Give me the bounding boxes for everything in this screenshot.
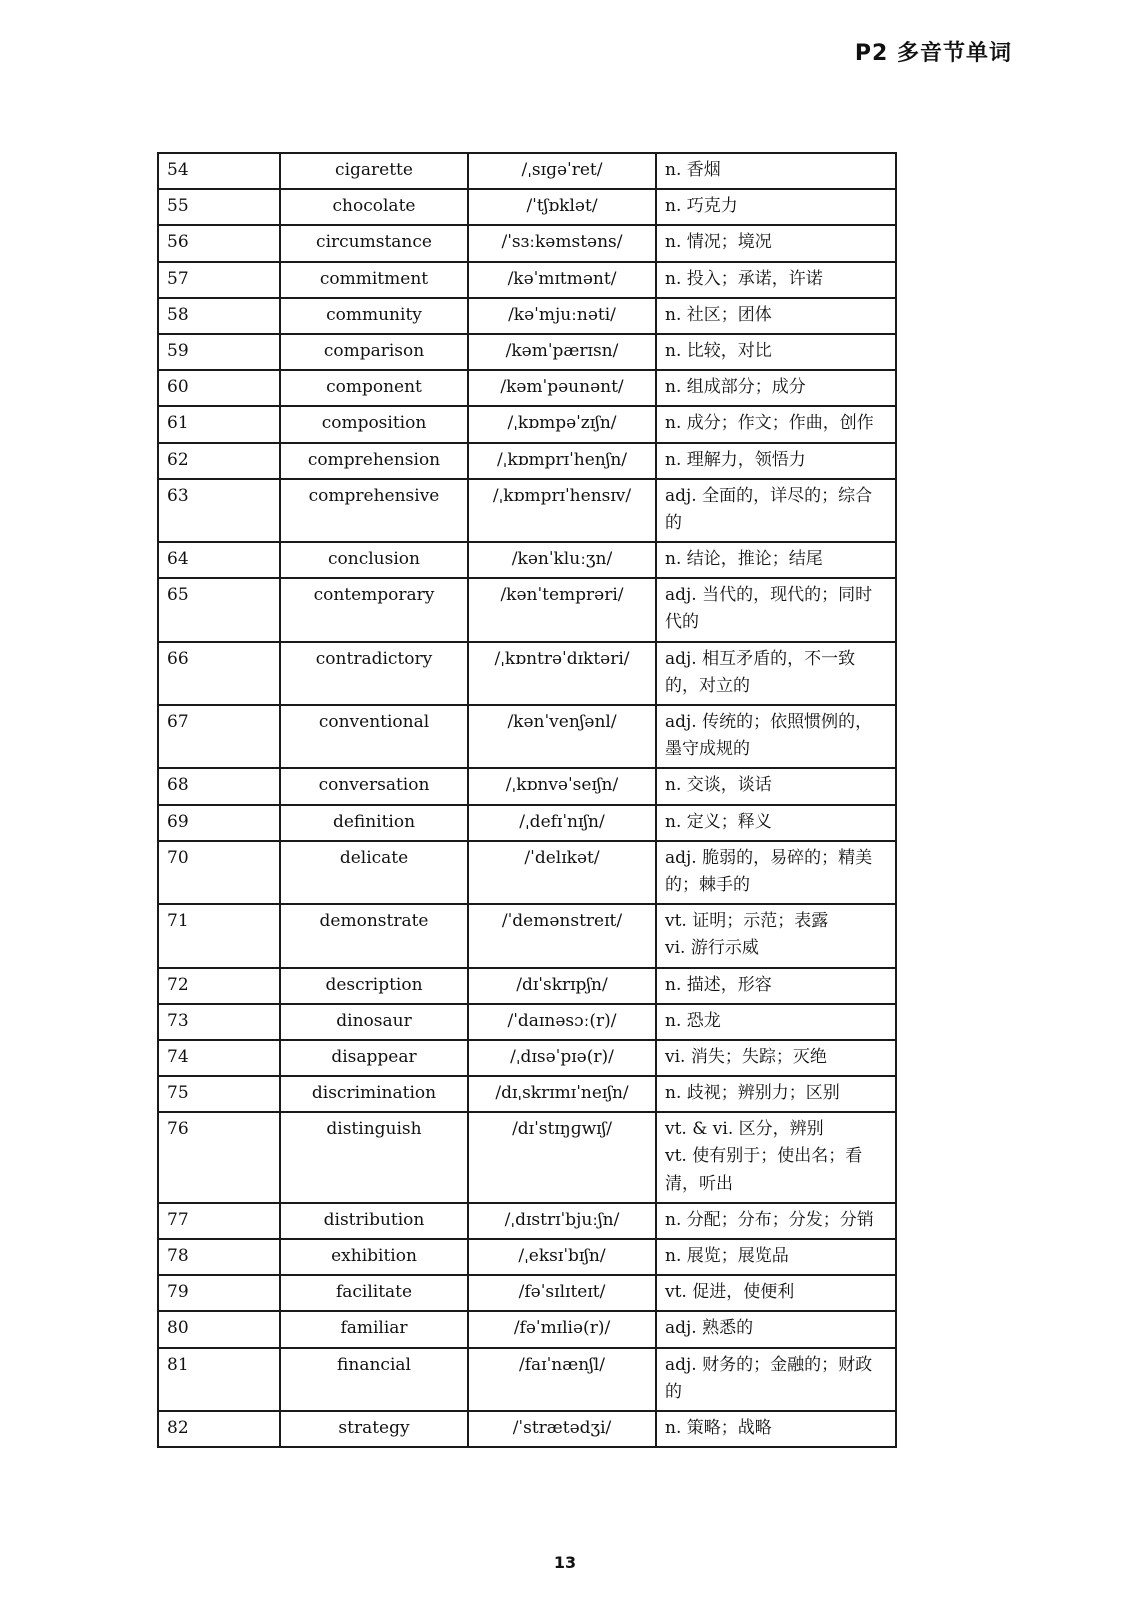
vocab-row — [158, 578, 896, 641]
word-text: distinguish — [280, 1112, 468, 1203]
word-phonetic: /kəmˈpəunənt/ — [468, 370, 656, 406]
vocab-row — [158, 443, 896, 479]
word-text: delicate — [280, 841, 468, 904]
word-phonetic: /ˌdefɪˈnɪʃn/ — [468, 805, 656, 841]
word-number: 55 — [158, 189, 280, 225]
word-phonetic: /kənˈvenʃənl/ — [468, 705, 656, 768]
vocab-row — [158, 841, 896, 904]
vocab-row — [158, 1275, 896, 1311]
word-text: demonstrate — [280, 904, 468, 967]
word-definition: adj. 当代的，现代的；同时代的 — [656, 578, 896, 641]
word-text: definition — [280, 805, 468, 841]
word-definition: adj. 财务的；金融的；财政的 — [656, 1348, 896, 1411]
word-text: contradictory — [280, 642, 468, 705]
word-phonetic: /ˈsɜːkəmstəns/ — [468, 225, 656, 261]
word-phonetic: /ˌkɒnvəˈseɪʃn/ — [468, 768, 656, 804]
vocab-row — [158, 1076, 896, 1112]
word-number: 73 — [158, 1004, 280, 1040]
vocab-row — [158, 406, 896, 442]
word-text: community — [280, 298, 468, 334]
word-phonetic: /kəˈmɪtmənt/ — [468, 262, 656, 298]
word-text: financial — [280, 1348, 468, 1411]
word-phonetic: /dɪˈstɪŋɡwɪʃ/ — [468, 1112, 656, 1203]
vocab-row — [158, 262, 896, 298]
word-number: 66 — [158, 642, 280, 705]
vocab-row — [158, 542, 896, 578]
word-number: 63 — [158, 479, 280, 542]
word-phonetic: /ˈstrætədʒi/ — [468, 1411, 656, 1447]
vocab-row — [158, 479, 896, 542]
word-phonetic: /ˌdɪstrɪˈbjuːʃn/ — [468, 1203, 656, 1239]
word-number: 59 — [158, 334, 280, 370]
word-text: conversation — [280, 768, 468, 804]
word-phonetic: /ˈdelɪkət/ — [468, 841, 656, 904]
word-text: cigarette — [280, 153, 468, 189]
word-definition: n. 投入；承诺，许诺 — [656, 262, 896, 298]
word-definition: n. 恐龙 — [656, 1004, 896, 1040]
word-number: 80 — [158, 1311, 280, 1347]
word-definition: n. 展览；展览品 — [656, 1239, 896, 1275]
vocab-row — [158, 225, 896, 261]
word-number: 70 — [158, 841, 280, 904]
vocab-row — [158, 334, 896, 370]
word-definition: n. 香烟 — [656, 153, 896, 189]
vocab-row — [158, 1203, 896, 1239]
vocab-row — [158, 1311, 896, 1347]
word-phonetic: /ˌeksɪˈbɪʃn/ — [468, 1239, 656, 1275]
word-phonetic: /fəˈsɪlɪteɪt/ — [468, 1275, 656, 1311]
word-phonetic: /kəˈmjuːnəti/ — [468, 298, 656, 334]
word-text: component — [280, 370, 468, 406]
page-header-title: P2 多音节单词 — [854, 41, 1012, 66]
vocab-row — [158, 1411, 896, 1447]
word-definition: n. 巧克力 — [656, 189, 896, 225]
word-number: 56 — [158, 225, 280, 261]
vocab-row — [158, 189, 896, 225]
word-number: 75 — [158, 1076, 280, 1112]
word-definition: adj. 脆弱的，易碎的；精美的；棘手的 — [656, 841, 896, 904]
vocab-row — [158, 968, 896, 1004]
word-definition: n. 成分；作文；作曲，创作 — [656, 406, 896, 442]
word-definition: adj. 全面的，详尽的；综合的 — [656, 479, 896, 542]
vocab-row — [158, 705, 896, 768]
word-number: 78 — [158, 1239, 280, 1275]
word-definition: n. 歧视；辨别力；区别 — [656, 1076, 896, 1112]
word-definition: n. 情况；境况 — [656, 225, 896, 261]
vocab-row — [158, 370, 896, 406]
word-text: contemporary — [280, 578, 468, 641]
word-definition: adj. 相互矛盾的，不一致的，对立的 — [656, 642, 896, 705]
word-definition: vt. 促进，使便利 — [656, 1275, 896, 1311]
vocab-row — [158, 298, 896, 334]
word-text: strategy — [280, 1411, 468, 1447]
word-phonetic: /kənˈkluːʒn/ — [468, 542, 656, 578]
vocabulary-table — [157, 152, 897, 1448]
word-definition: n. 理解力，领悟力 — [656, 443, 896, 479]
word-definition: n. 社区；团体 — [656, 298, 896, 334]
word-number: 82 — [158, 1411, 280, 1447]
word-text: facilitate — [280, 1275, 468, 1311]
word-definition: n. 结论，推论；结尾 — [656, 542, 896, 578]
word-definition: n. 定义；释义 — [656, 805, 896, 841]
word-text: conventional — [280, 705, 468, 768]
word-text: commitment — [280, 262, 468, 298]
word-number: 76 — [158, 1112, 280, 1203]
word-phonetic: /fəˈmɪliə(r)/ — [468, 1311, 656, 1347]
word-text: familiar — [280, 1311, 468, 1347]
word-definition: vt. 证明；示范；表露 vi. 游行示威 — [656, 904, 896, 967]
word-phonetic: /ˈdaɪnəsɔː(r)/ — [468, 1004, 656, 1040]
word-number: 60 — [158, 370, 280, 406]
word-text: distribution — [280, 1203, 468, 1239]
vocab-row — [158, 642, 896, 705]
word-phonetic: /dɪˈskrɪpʃn/ — [468, 968, 656, 1004]
word-number: 58 — [158, 298, 280, 334]
word-text: composition — [280, 406, 468, 442]
word-definition: vt. & vi. 区分，辨别 vt. 使有别于；使出名；看清，听出 — [656, 1112, 896, 1203]
word-number: 79 — [158, 1275, 280, 1311]
word-definition: n. 描述，形容 — [656, 968, 896, 1004]
word-number: 57 — [158, 262, 280, 298]
word-phonetic: /ˈdemənstreɪt/ — [468, 904, 656, 967]
word-phonetic: /dɪˌskrɪmɪˈneɪʃn/ — [468, 1076, 656, 1112]
word-definition: n. 策略；战略 — [656, 1411, 896, 1447]
word-text: disappear — [280, 1040, 468, 1076]
word-text: circumstance — [280, 225, 468, 261]
word-definition: adj. 传统的；依照惯例的，墨守成规的 — [656, 705, 896, 768]
word-definition: n. 分配；分布；分发；分销 — [656, 1203, 896, 1239]
word-phonetic: /ˌkɒmprɪˈhensɪv/ — [468, 479, 656, 542]
word-number: 69 — [158, 805, 280, 841]
word-number: 67 — [158, 705, 280, 768]
word-definition: vi. 消失；失踪；灭绝 — [656, 1040, 896, 1076]
word-number: 74 — [158, 1040, 280, 1076]
vocab-row — [158, 768, 896, 804]
word-number: 64 — [158, 542, 280, 578]
word-phonetic: /ˌkɒmpəˈzɪʃn/ — [468, 406, 656, 442]
word-phonetic: /ˈtʃɒklət/ — [468, 189, 656, 225]
word-text: discrimination — [280, 1076, 468, 1112]
vocab-row — [158, 1004, 896, 1040]
word-text: conclusion — [280, 542, 468, 578]
page-number: 13 — [553, 1553, 577, 1572]
word-number: 62 — [158, 443, 280, 479]
vocab-row — [158, 1112, 896, 1203]
word-phonetic: /ˌsɪɡəˈret/ — [468, 153, 656, 189]
word-text: dinosaur — [280, 1004, 468, 1040]
word-phonetic: /faɪˈnænʃl/ — [468, 1348, 656, 1411]
word-number: 71 — [158, 904, 280, 967]
word-number: 54 — [158, 153, 280, 189]
word-number: 72 — [158, 968, 280, 1004]
word-number: 68 — [158, 768, 280, 804]
word-text: comprehension — [280, 443, 468, 479]
word-number: 61 — [158, 406, 280, 442]
vocab-row — [158, 1348, 896, 1411]
word-number: 77 — [158, 1203, 280, 1239]
word-definition: n. 比较，对比 — [656, 334, 896, 370]
word-number: 65 — [158, 578, 280, 641]
vocab-row — [158, 1040, 896, 1076]
vocabulary-table-body — [158, 153, 896, 1447]
word-number: 81 — [158, 1348, 280, 1411]
word-definition: adj. 熟悉的 — [656, 1311, 896, 1347]
word-text: comparison — [280, 334, 468, 370]
word-definition: n. 组成部分；成分 — [656, 370, 896, 406]
vocab-row — [158, 153, 896, 189]
vocab-row — [158, 1239, 896, 1275]
word-text: chocolate — [280, 189, 468, 225]
vocab-row — [158, 904, 896, 967]
word-text: exhibition — [280, 1239, 468, 1275]
word-phonetic: /ˌkɒmprɪˈhenʃn/ — [468, 443, 656, 479]
word-text: description — [280, 968, 468, 1004]
word-definition: n. 交谈，谈话 — [656, 768, 896, 804]
vocab-row — [158, 805, 896, 841]
word-phonetic: /ˌkɒntrəˈdɪktəri/ — [468, 642, 656, 705]
word-phonetic: /kəmˈpærɪsn/ — [468, 334, 656, 370]
word-text: comprehensive — [280, 479, 468, 542]
word-phonetic: /kənˈtemprəri/ — [468, 578, 656, 641]
word-phonetic: /ˌdɪsəˈpɪə(r)/ — [468, 1040, 656, 1076]
